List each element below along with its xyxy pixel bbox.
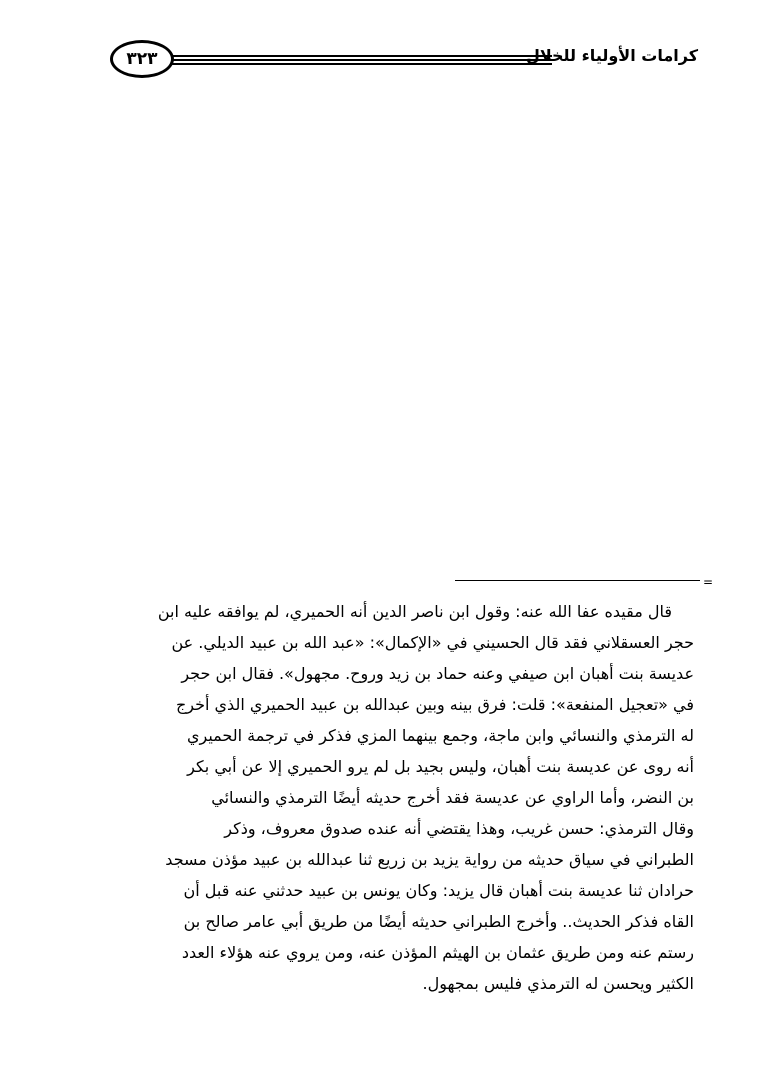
footnote-line: عديسة بنت أهبان ابن صيفي وعنه حماد بن زيد وروح. مجهول». فقال ابن حجر <box>181 664 694 683</box>
footnote-line: قال مقيده عفا الله عنه: وقول ابن ناصر الدين أنه الحميري، لم يوافقه عليه ابن <box>157 602 672 621</box>
footnote-line: حرادان ثنا عديسة بنت أهبان قال يزيد: وكان يونس بن عبيد حدثني عنه قبل أن <box>183 881 694 900</box>
footnote-separator <box>455 580 700 581</box>
footnote-line: حجر العسقلاني فقد قال الحسيني في «الإكمال»: «عبد الله بن عبيد الديلي. عن <box>171 633 694 652</box>
page-header <box>110 40 710 84</box>
footnote-line: أنه روى عن عديسة بنت أهبان، وليس بجيد بل لم يرو الحميري إلا عن أبي بكر <box>187 757 694 776</box>
footnote-line: بن النضر، وأما الراوي عن عديسة فقد أخرج حديثه أيضًا الترمذي والنسائي <box>211 788 694 807</box>
running-title: كرامات الأولياء للخلال <box>525 46 698 65</box>
footnote-line: له الترمذي والنسائي وابن ماجة، وجمع بينهما المزي فذكر في ترجمة الحميري <box>186 726 694 745</box>
footnote-line: رستم عنه ومن طريق عثمان بن الهيثم المؤذن عنه، ومن يروي عنه هؤلاء العدد <box>181 943 694 962</box>
page-number: ٣٢٣ <box>110 40 174 78</box>
footnote-line: القاه فذكر الحديث.. وأخرج الطبراني حديثه أيضًا من طريق أبي عامر صالح بن <box>183 912 694 931</box>
footnote-continuation-marker: = <box>703 575 714 589</box>
footnote-line: في «تعجيل المنفعة»: قلت: فرق بينه وبين عبدالله بن عبيد الحميري الذي أخرج <box>175 695 694 714</box>
footnote-line: الكثير ويحسن له الترمذي فليس بمجهول. <box>422 974 694 993</box>
footnote-line: وقال الترمذي: حسن غريب، وهذا يقتضي أنه عنده صدوق معروف، وذكر <box>224 819 694 838</box>
header-rule <box>170 59 552 61</box>
header-rule <box>170 55 552 57</box>
footnote-text <box>128 596 694 999</box>
header-rule <box>170 63 552 65</box>
footnote-line: الطبراني في سياق حديثه من رواية يزيد بن زريع ثنا عبدالله بن عبيد مؤذن مسجد <box>165 850 694 869</box>
